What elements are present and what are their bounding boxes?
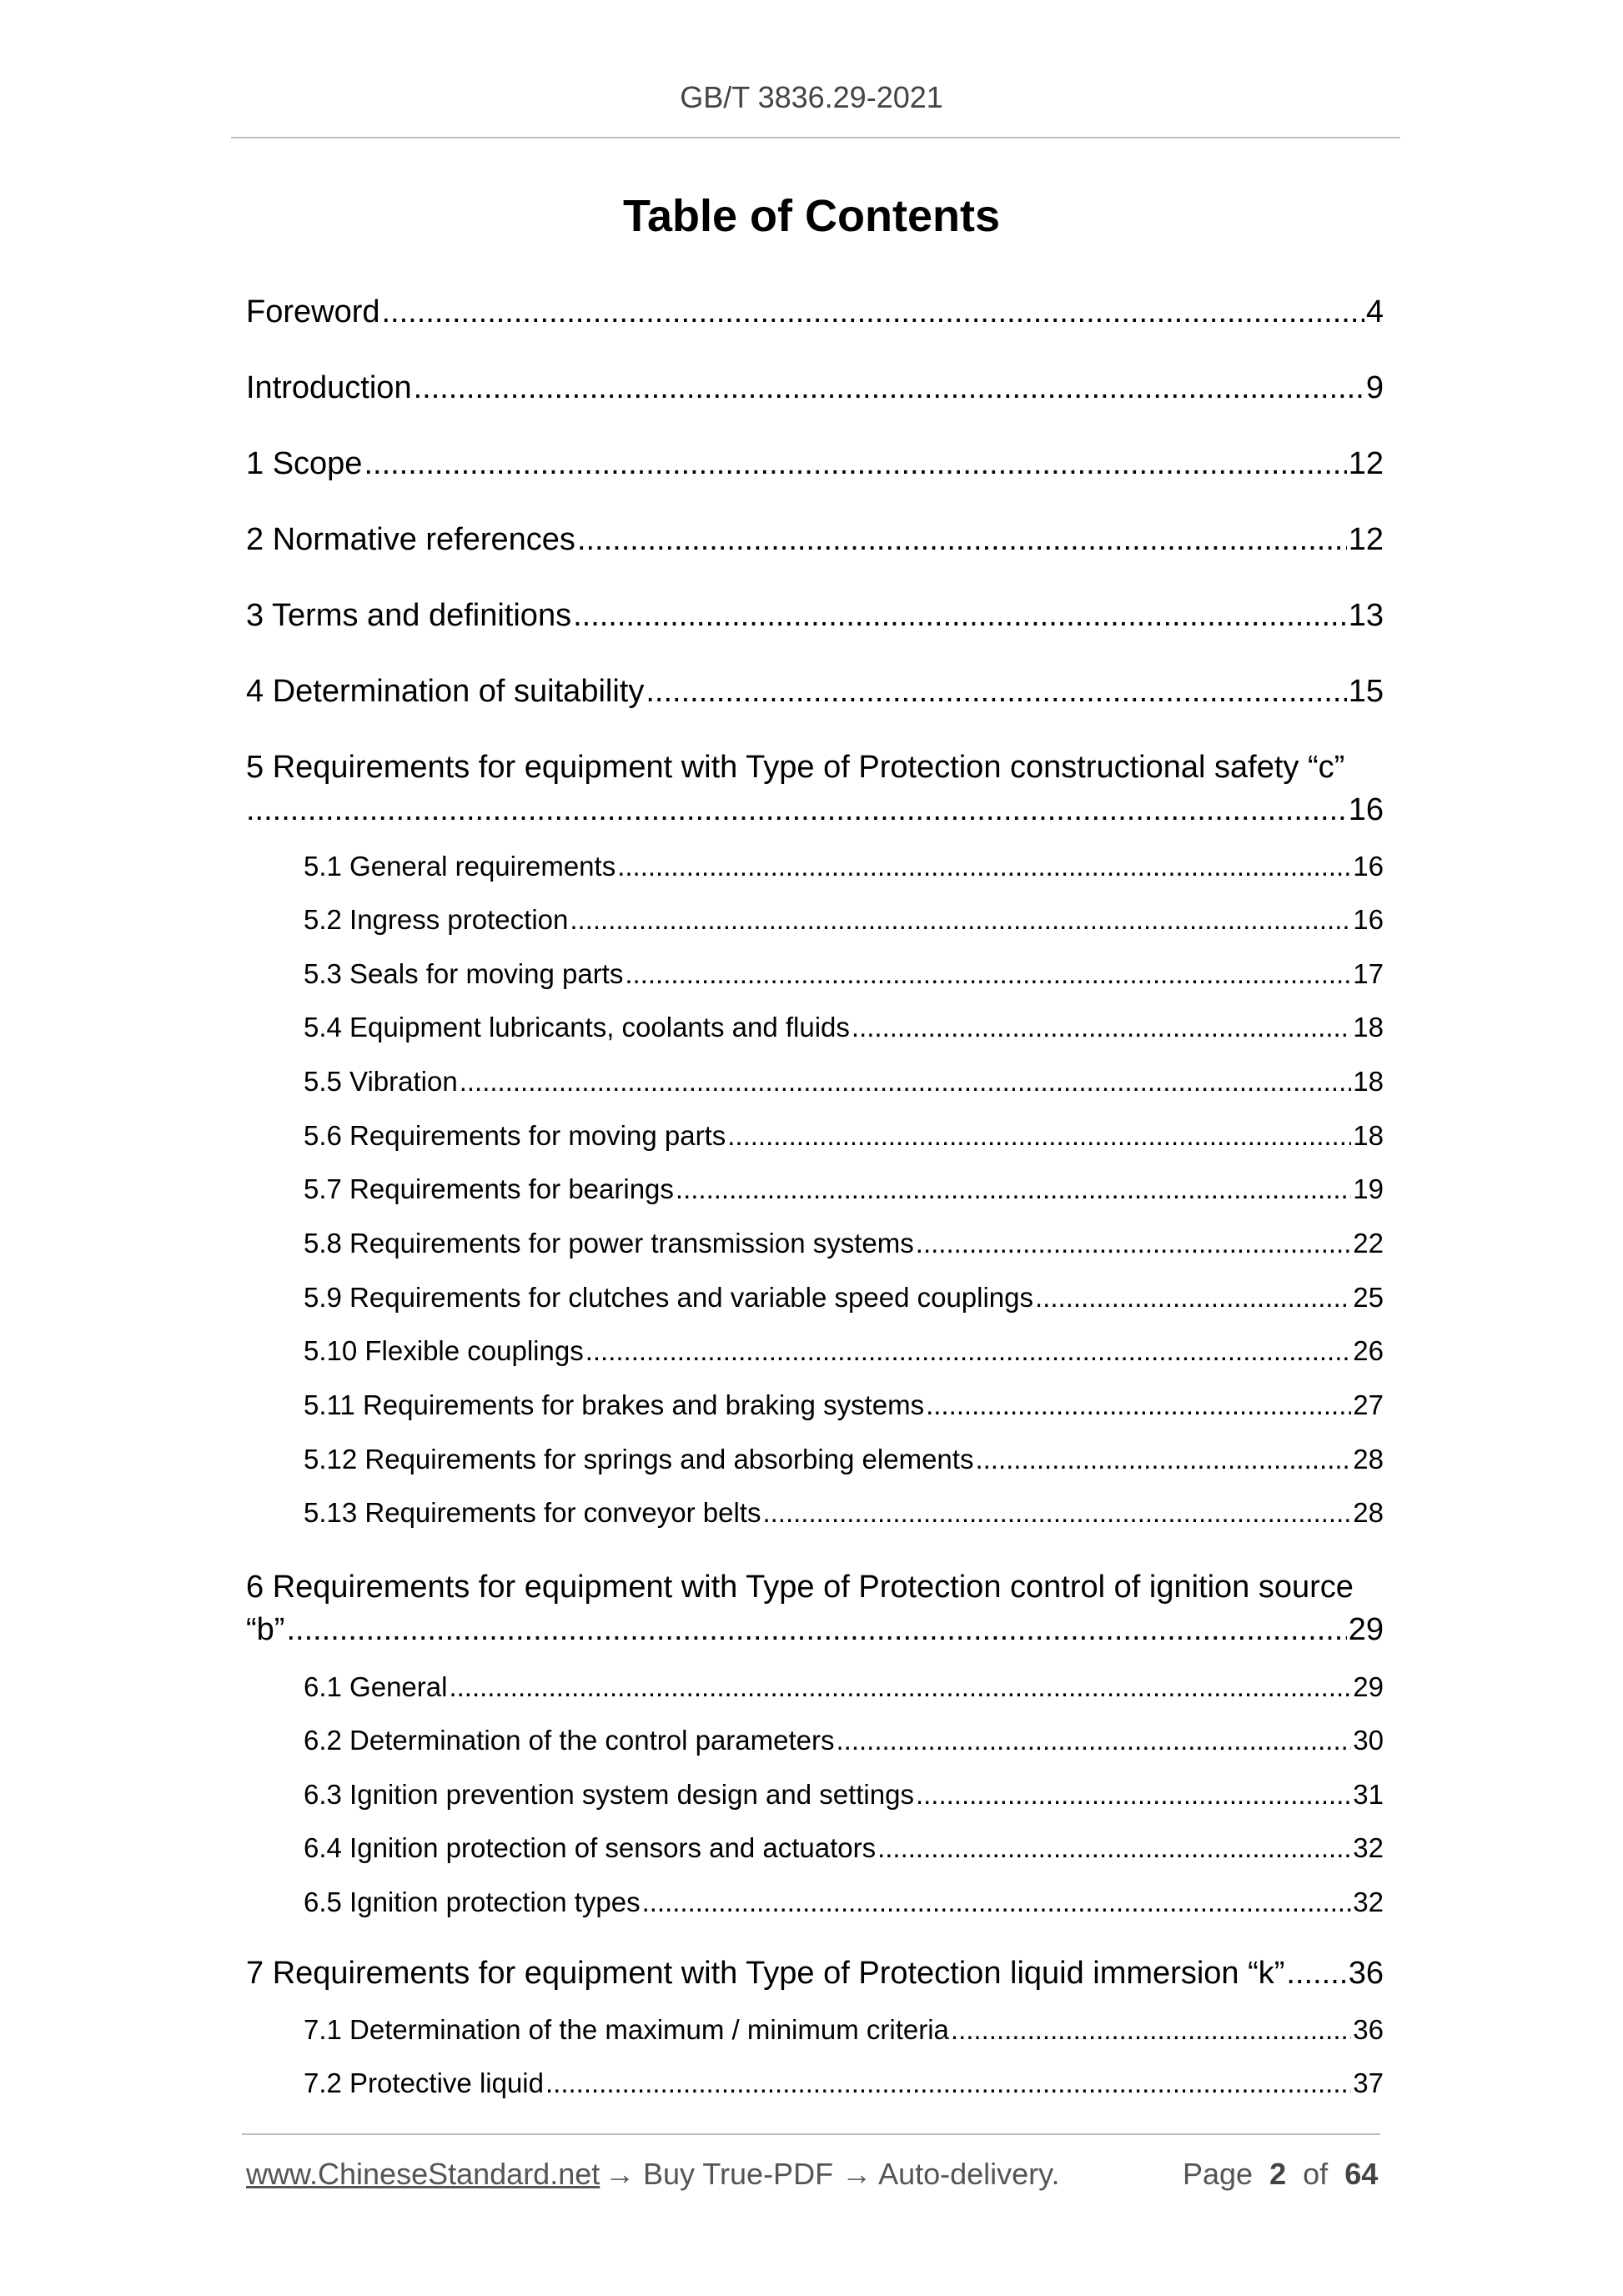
toc-entry-scope[interactable] bbox=[246, 446, 1384, 482]
dot-leader bbox=[414, 370, 1364, 406]
toc-entry-label: 5.1 General requirements bbox=[304, 851, 616, 882]
toc-entry-page: 15 bbox=[1348, 674, 1384, 709]
dot-leader bbox=[585, 1335, 1352, 1367]
toc-entry-page: 32 bbox=[1353, 1887, 1384, 1917]
header-divider bbox=[231, 137, 1400, 138]
toc-entry-label: 5.6 Requirements for moving parts bbox=[304, 1120, 726, 1151]
toc-entry-6-4[interactable] bbox=[304, 1832, 1384, 1864]
toc-entry-label: 5.10 Flexible couplings bbox=[304, 1335, 584, 1366]
toc-entry-5-4[interactable] bbox=[304, 1012, 1384, 1043]
dot-leader bbox=[286, 1612, 1346, 1648]
toc-entry-label: 5.11 Requirements for brakes and braking systems bbox=[304, 1389, 925, 1420]
dot-leader bbox=[573, 598, 1347, 634]
current-page-number: 2 bbox=[1269, 2157, 1287, 2191]
toc-entry-7-2[interactable] bbox=[304, 2067, 1384, 2099]
toc-entry-5-line1[interactable]: 5 Requirements for equipment with Type of Protection constructional safety “c” bbox=[246, 750, 1345, 785]
toc-entry-terms-definitions[interactable] bbox=[246, 598, 1384, 634]
toc-entry-page: 31 bbox=[1353, 1779, 1384, 1810]
toc-entry-5-7[interactable] bbox=[304, 1173, 1384, 1205]
toc-entry-page: 32 bbox=[1353, 1832, 1384, 1863]
page-title: Table of Contents bbox=[623, 191, 1000, 241]
toc-entry-page: 26 bbox=[1353, 1335, 1384, 1366]
toc-entry-label: 5.5 Vibration bbox=[304, 1066, 458, 1097]
toc-entry-page: 16 bbox=[1353, 904, 1384, 935]
toc-entry-label: 7.1 Determination of the maximum / minimum criteria bbox=[304, 2014, 949, 2045]
dot-leader bbox=[449, 1671, 1351, 1703]
toc-entry-page: 18 bbox=[1353, 1120, 1384, 1151]
toc-entry-page: 12 bbox=[1348, 522, 1384, 557]
toc-entry-page: 30 bbox=[1353, 1725, 1384, 1756]
dot-leader bbox=[246, 792, 1347, 828]
toc-entry-label: Introduction bbox=[246, 370, 412, 405]
toc-entry-5[interactable] bbox=[246, 792, 1384, 828]
toc-entry-page: 29 bbox=[1353, 1671, 1384, 1702]
toc-entry-label: 5.3 Seals for moving parts bbox=[304, 958, 624, 989]
dot-leader bbox=[926, 1389, 1351, 1421]
toc-entry-6-1[interactable] bbox=[304, 1671, 1384, 1703]
toc-entry-7-1[interactable] bbox=[304, 2014, 1384, 2046]
dot-leader bbox=[676, 1173, 1351, 1205]
toc-entry-page: 36 bbox=[1348, 1956, 1384, 1991]
dot-leader bbox=[727, 1120, 1351, 1152]
toc-entry-page: 4 bbox=[1365, 294, 1384, 329]
toc-entry-5-13[interactable] bbox=[304, 1497, 1384, 1529]
footer-divider bbox=[242, 2133, 1380, 2135]
toc-entry-label: 6.5 Ignition protection types bbox=[304, 1887, 641, 1917]
toc-entry-5-2[interactable] bbox=[304, 904, 1384, 936]
toc-entry-5-3[interactable] bbox=[304, 958, 1384, 990]
dot-leader bbox=[916, 1228, 1352, 1259]
toc-entry-suitability[interactable] bbox=[246, 674, 1384, 710]
toc-entry-introduction[interactable] bbox=[246, 370, 1384, 406]
toc-entry-label: 4 Determination of suitability bbox=[246, 674, 645, 709]
dot-leader bbox=[837, 1725, 1352, 1756]
dot-leader bbox=[460, 1066, 1352, 1098]
toc-entry-6-line1[interactable]: 6 Requirements for equipment with Type of Protection control of ignition source bbox=[246, 1570, 1354, 1605]
toc-entry-label: 5.7 Requirements for bearings bbox=[304, 1173, 674, 1204]
dot-leader bbox=[577, 522, 1347, 558]
toc-entry-5-12[interactable] bbox=[304, 1444, 1384, 1475]
toc-entry-5-11[interactable] bbox=[304, 1389, 1384, 1421]
dot-leader bbox=[382, 294, 1364, 330]
toc-entry-label: 7 Requirements for equipment with Type of Protection liquid immersion “k” bbox=[246, 1956, 1285, 1991]
toc-entry-label: 3 Terms and definitions bbox=[246, 598, 572, 633]
dot-leader bbox=[975, 1444, 1351, 1475]
dot-leader bbox=[545, 2067, 1351, 2099]
toc-entry-7[interactable] bbox=[246, 1956, 1384, 1992]
toc-entry-label: 1 Scope bbox=[246, 446, 363, 481]
toc-entry-6-3[interactable] bbox=[304, 1779, 1384, 1811]
dot-leader bbox=[646, 674, 1346, 710]
toc-entry-normative-references[interactable] bbox=[246, 522, 1384, 558]
toc-entry-label: 5.4 Equipment lubricants, coolants and fluids bbox=[304, 1012, 850, 1042]
toc-entry-5-9[interactable] bbox=[304, 1282, 1384, 1314]
toc-entry-label: “b” bbox=[246, 1612, 285, 1647]
toc-entry-label: 6.2 Determination of the control parameters bbox=[304, 1725, 835, 1756]
toc-entry-label: 5.8 Requirements for power transmission systems bbox=[304, 1228, 914, 1259]
dot-leader bbox=[617, 851, 1351, 882]
dot-leader bbox=[762, 1497, 1351, 1529]
toc-entry-6-5[interactable] bbox=[304, 1887, 1384, 1918]
page-label: Page bbox=[1183, 2157, 1254, 2191]
page-indicator bbox=[1183, 2157, 1378, 2192]
toc-entry-page: 25 bbox=[1353, 1282, 1384, 1313]
toc-entry-label: 5.2 Ingress protection bbox=[304, 904, 569, 935]
running-header: GB/T 3836.29-2021 bbox=[680, 80, 943, 114]
dot-leader bbox=[916, 1779, 1351, 1811]
toc-entry-page: 18 bbox=[1353, 1066, 1384, 1097]
dot-leader bbox=[951, 2014, 1351, 2046]
toc-entry-label: 6.3 Ignition prevention system design and settings bbox=[304, 1779, 914, 1810]
footer-promo-text: → Buy True-PDF → Auto-delivery. bbox=[605, 2157, 1060, 2191]
toc-entry-page: 37 bbox=[1353, 2067, 1384, 2098]
toc-entry-label: 2 Normative references bbox=[246, 522, 575, 557]
toc-entry-5-8[interactable] bbox=[304, 1228, 1384, 1259]
toc-entry-foreword[interactable] bbox=[246, 294, 1384, 330]
toc-entry-page: 18 bbox=[1353, 1012, 1384, 1042]
toc-entry-label: 5.13 Requirements for conveyor belts bbox=[304, 1497, 761, 1528]
toc-entry-5-1[interactable] bbox=[304, 851, 1384, 882]
dot-leader bbox=[1286, 1956, 1346, 1992]
toc-entry-page: 28 bbox=[1353, 1444, 1384, 1475]
toc-entry-page: 16 bbox=[1353, 851, 1384, 882]
toc-entry-5-5[interactable] bbox=[304, 1066, 1384, 1098]
toc-entry-page: 12 bbox=[1348, 446, 1384, 481]
toc-entry-label: Foreword bbox=[246, 294, 380, 329]
dot-leader bbox=[852, 1012, 1351, 1043]
toc-entry-6[interactable] bbox=[246, 1612, 1384, 1648]
dot-leader bbox=[364, 446, 1346, 482]
toc-entry-6-2[interactable] bbox=[304, 1725, 1384, 1756]
dot-leader bbox=[570, 904, 1351, 936]
toc-entry-label: 5.12 Requirements for springs and absorbing elements bbox=[304, 1444, 974, 1475]
total-pages-number: 64 bbox=[1344, 2157, 1379, 2191]
footer-website-link[interactable]: www.ChineseStandard.net bbox=[246, 2157, 600, 2191]
dot-leader bbox=[1035, 1282, 1351, 1314]
toc-entry-page: 29 bbox=[1348, 1612, 1384, 1647]
toc-entry-page: 17 bbox=[1353, 958, 1384, 989]
toc-entry-page: 36 bbox=[1353, 2014, 1384, 2045]
toc-entry-5-10[interactable] bbox=[304, 1335, 1384, 1367]
toc-entry-label: 6.1 General bbox=[304, 1671, 448, 1702]
dot-leader bbox=[625, 958, 1351, 990]
toc-entry-page: 16 bbox=[1348, 792, 1384, 827]
toc-entry-5-6[interactable] bbox=[304, 1120, 1384, 1152]
page-of-label: of bbox=[1303, 2157, 1329, 2191]
dot-leader bbox=[877, 1832, 1351, 1864]
dot-leader bbox=[642, 1887, 1352, 1918]
toc-entry-label: 6.4 Ignition protection of sensors and actuators bbox=[304, 1832, 877, 1863]
toc-entry-page: 22 bbox=[1353, 1228, 1384, 1259]
toc-entry-page: 13 bbox=[1348, 598, 1384, 633]
toc-entry-page: 28 bbox=[1353, 1497, 1384, 1528]
toc-entry-page: 9 bbox=[1365, 370, 1384, 405]
toc-entry-label: 7.2 Protective liquid bbox=[304, 2067, 544, 2098]
toc-entry-page: 19 bbox=[1353, 1173, 1384, 1204]
toc-entry-label: 5.9 Requirements for clutches and variable speed couplings bbox=[304, 1282, 1034, 1313]
toc-entry-page: 27 bbox=[1353, 1389, 1384, 1420]
